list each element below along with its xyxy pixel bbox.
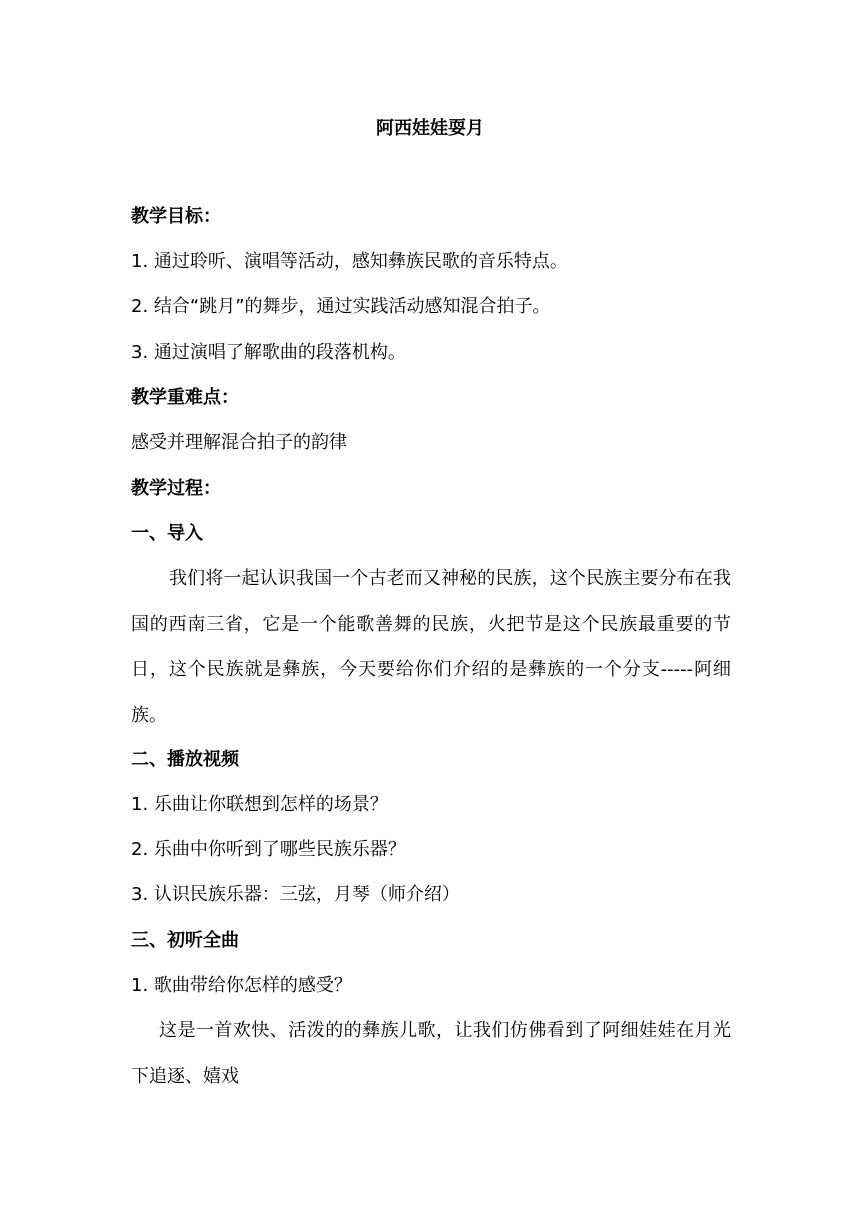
goal-item-1: 1. 通过聆听、演唱等活动，感知彝族民歌的音乐特点。: [131, 251, 568, 272]
section-2-heading: 二、播放视频: [131, 749, 239, 770]
section-2-item-1: 1. 乐曲让你联想到怎样的场景？: [131, 794, 388, 815]
key-points-text: 感受并理解混合拍子的韵律: [131, 432, 347, 453]
section-1-paragraph: 我们将一起认识我国一个古老而又神秘的民族，这个民族主要分布在我国的西南三省，它是一个能歌善舞的民族，火把节是这个民族最重要的节日，这个民族就是彝族，今天要给你们介绍的是彝族的一个分支-----阿细族。: [131, 568, 731, 726]
goal-item-2: 2. 结合“跳月”的舞步，通过实践活动感知混合拍子。: [131, 296, 551, 317]
process-heading: 教学过程：: [131, 478, 221, 499]
section-3-heading: 三、初听全曲: [131, 930, 239, 951]
section-3-answer: 这是一首欢快、活泼的的彝族儿歌，让我们仿佛看到了阿细娃娃在月光下追逐、嬉戏: [131, 1020, 731, 1087]
section-3-question: 1. 歌曲带给你怎样的感受？: [131, 975, 352, 996]
section-2-item-2: 2. 乐曲中你听到了哪些民族乐器？: [131, 839, 406, 860]
goal-item-3: 3. 通过演唱了解歌曲的段落机构。: [131, 342, 406, 363]
section-2-item-3: 3. 认识民族乐器：三弦，月琴（师介绍）: [131, 884, 460, 905]
goals-heading: 教学目标：: [131, 206, 221, 227]
document-title: 阿西娃娃耍月: [376, 118, 484, 139]
section-1-heading: 一、导入: [131, 523, 203, 544]
key-points-heading: 教学重难点：: [131, 387, 239, 408]
